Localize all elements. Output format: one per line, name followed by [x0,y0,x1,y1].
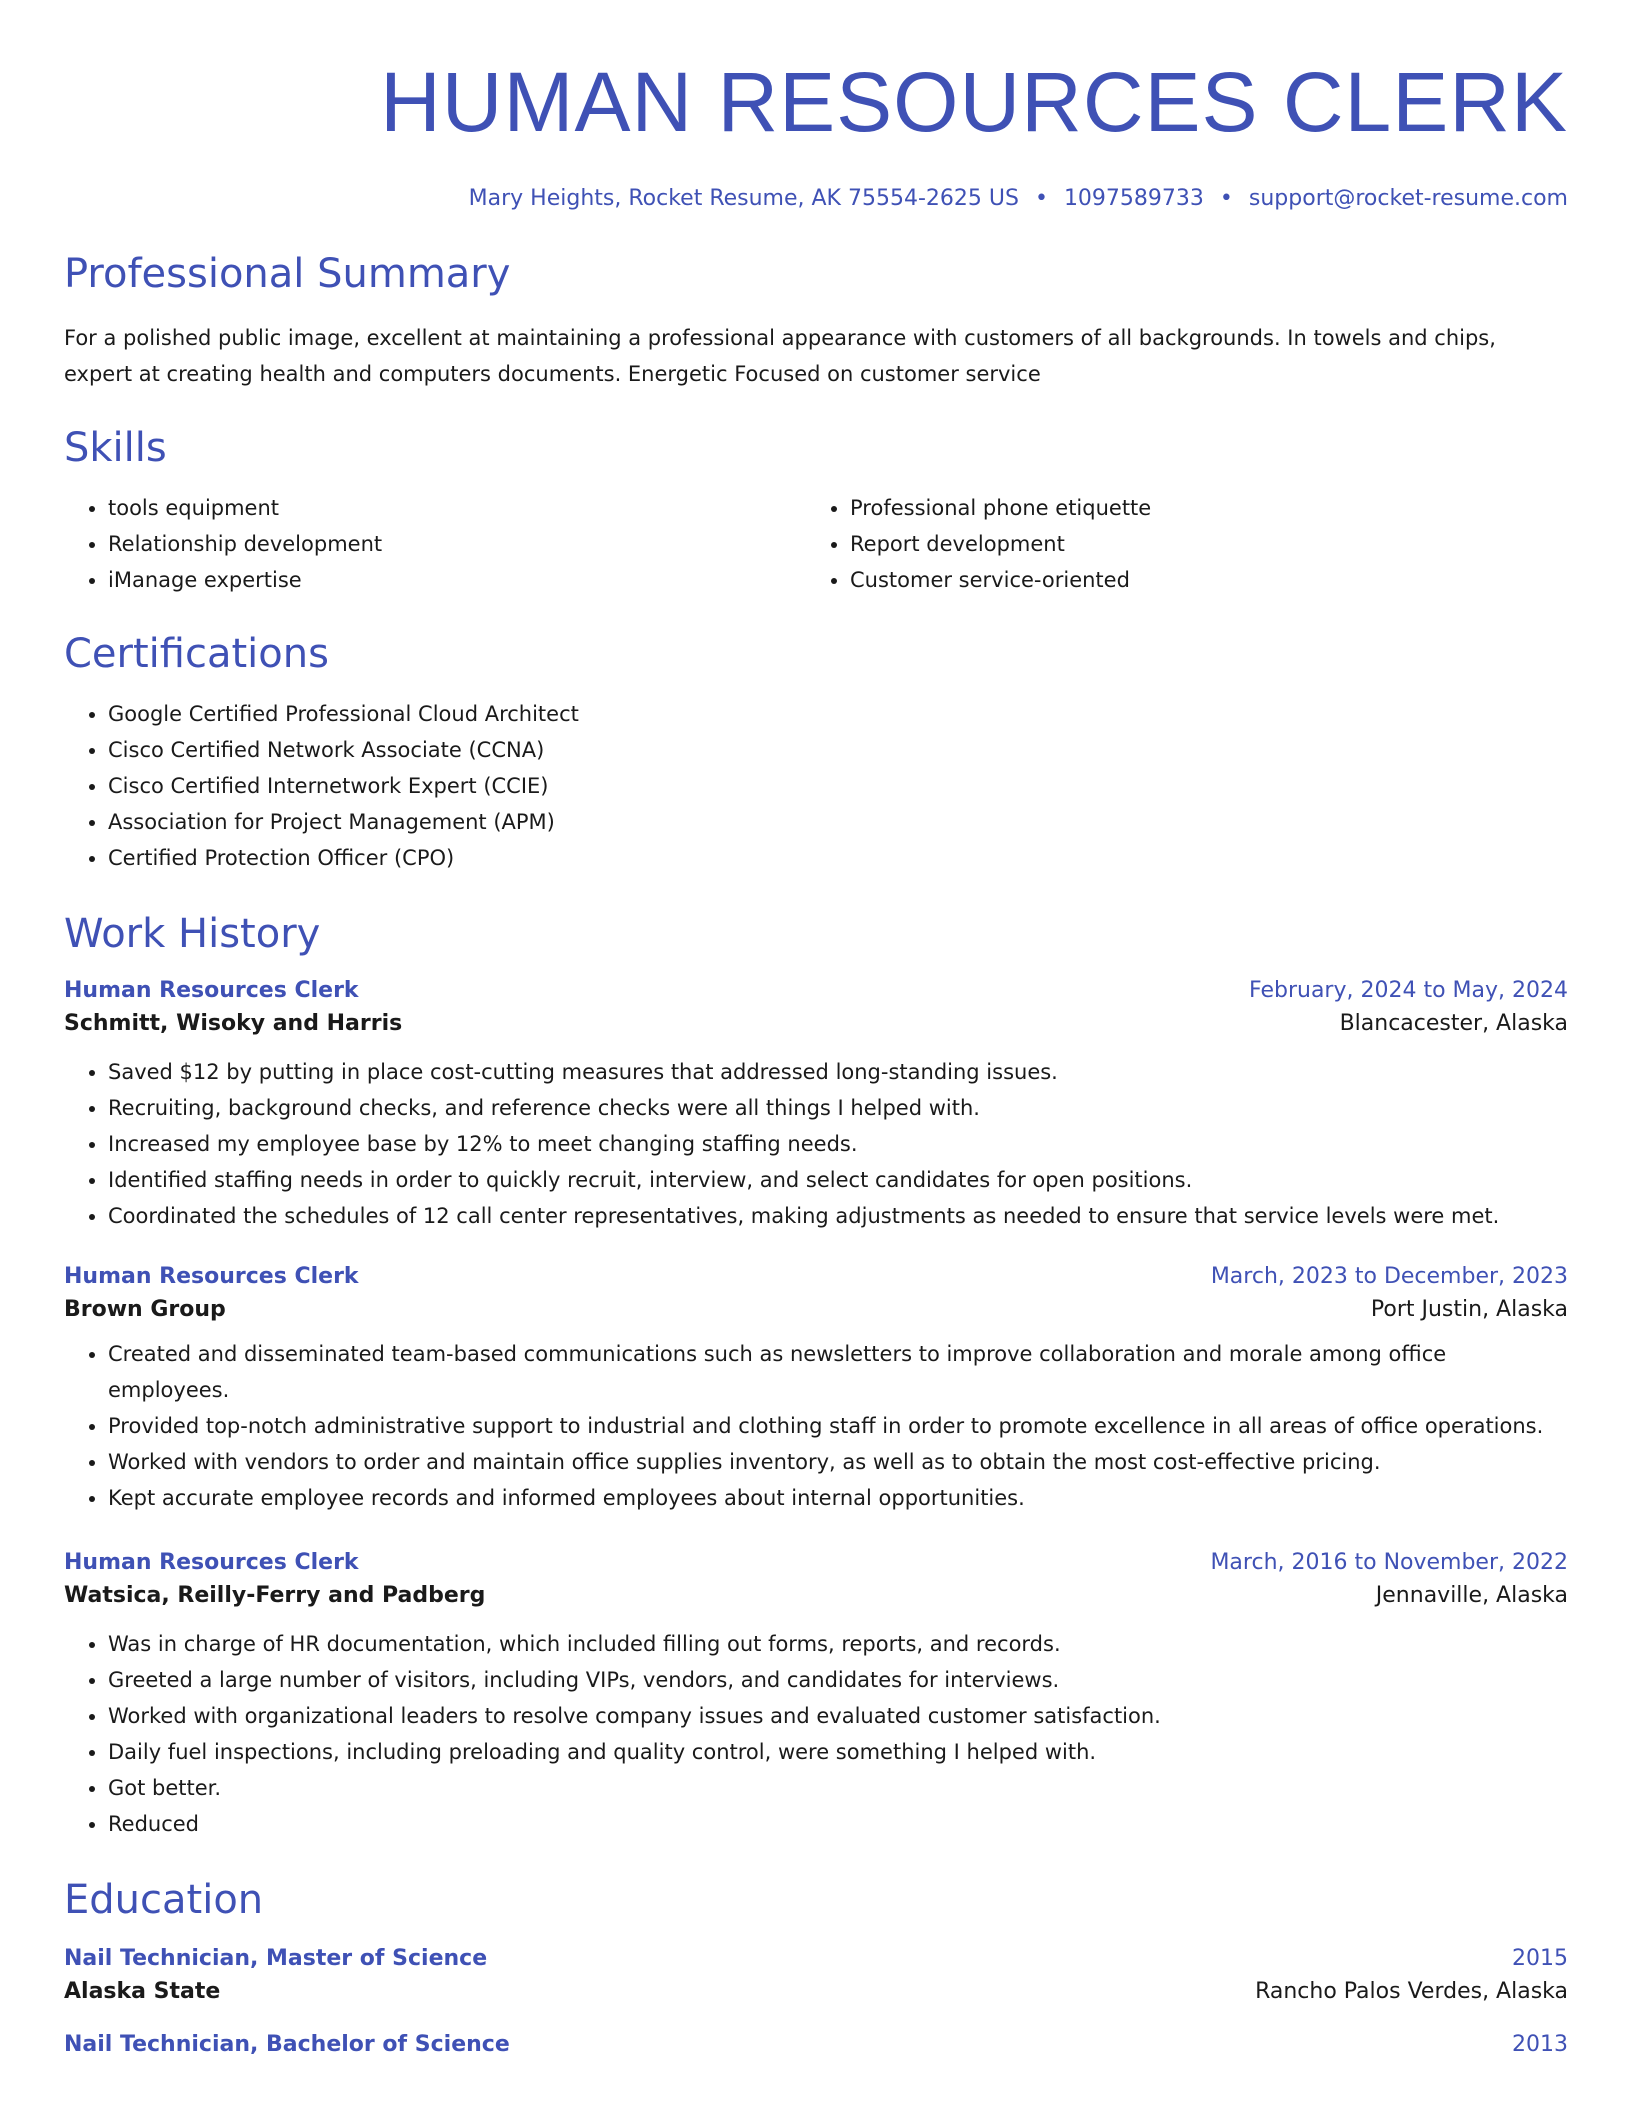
job-dates: March, 2023 to December, 2023 [1210,1264,1568,1289]
job-dates: March, 2016 to November, 2022 [1210,1550,1568,1575]
job-header-row [64,1550,1568,1575]
job-location: Port Justin, Alaska [1370,1297,1568,1322]
resume-header [64,0,1568,210]
job-company-row [64,1297,1568,1322]
education-degree: Nail Technician, Bachelor of Science [64,2032,510,2057]
job-company: Brown Group [64,1297,226,1322]
contact-phone: 1097589733 [1063,186,1204,211]
summary-text: For a polished public image, excellent at maintaining a professional appearance with customers of all backgrounds. In towels and chips, expert at creating health and computers documents. Energetic Focused on customer service [64,326,1496,386]
contact-separator: • [1219,186,1233,211]
work-history-heading: Work History [64,911,321,957]
education-entry [64,1946,1568,2004]
contact-address: Mary Heights, Rocket Resume, AK 75554-2625 US [468,186,1019,211]
skills-column-left [64,490,806,598]
job-bullet: • Worked with vendors to order and maintain office supplies inventory, as well as to obtain the most cost-effective pricing. [108,1444,1568,1480]
job-company: Schmitt, Wisoky and Harris [64,1011,403,1036]
summary-heading: Professional Summary [64,251,511,297]
job-bullet: • Saved $12 by putting in place cost-cutting measures that addressed long-standing issues. [108,1054,1568,1090]
job-bullet: • Created and disseminated team-based communications such as newsletters to improve collaboration and morale among office employees. [108,1336,1568,1408]
education-school-row [64,1979,1568,2004]
skill-item: • Customer service-oriented [850,562,1548,598]
education-year: 2013 [1512,2032,1568,2057]
certification-item: • Cisco Certified Network Associate (CCNA) [108,732,1568,768]
skills-column-right [806,490,1548,598]
skill-item: • Relationship development [108,526,806,562]
job-title: Human Resources Clerk [64,1264,359,1289]
job-title: Human Resources Clerk [64,1550,359,1575]
job-bullet: • Daily fuel inspections, including preloading and quality control, were something I helped with. [108,1734,1568,1770]
job-header-row [64,1264,1568,1289]
job-company-row [64,1011,1568,1036]
certification-item: • Association for Project Management (APM) [108,804,1568,840]
job-bullets [64,1336,1568,1516]
job-bullet: • Reduced [108,1806,1568,1842]
job-bullet: • Greeted a large number of visitors, including VIPs, vendors, and candidates for interviews. [108,1662,1568,1698]
certification-item: • Google Certified Professional Cloud Architect [108,696,1568,732]
education-degree: Nail Technician, Master of Science [64,1946,488,1971]
certifications-list [64,696,1568,876]
job-company: Watsica, Reilly-Ferry and Padberg [64,1583,486,1608]
contact-separator: • [1034,186,1048,211]
education-school: Alaska State [64,1979,221,2004]
education-year: 2015 [1512,1946,1568,1971]
education-header-row [64,1946,1568,1971]
certification-item: • Certified Protection Officer (CPO) [108,840,1568,876]
job-company-row [64,1583,1568,1608]
job-bullet: • Worked with organizational leaders to resolve company issues and evaluated customer satisfaction. [108,1698,1568,1734]
job-entry [64,978,1568,1234]
summary-section [64,251,1568,392]
contact-line [64,188,1568,210]
job-bullet: • Provided top-notch administrative support to industrial and clothing staff in order to promote excellence in all areas of office operations. [108,1408,1568,1444]
job-bullets [64,1626,1568,1842]
job-bullet: • Was in charge of HR documentation, which included filling out forms, reports, and records. [108,1626,1568,1662]
job-bullet: • Coordinated the schedules of 12 call center representatives, making adjustments as needed to ensure that service levels were met. [108,1198,1568,1234]
candidate-title: HUMAN RESOURCES CLERK [380,55,1568,149]
education-header-row [64,2032,1568,2057]
job-bullet: • Recruiting, background checks, and reference checks were all things I helped with. [108,1090,1568,1126]
job-entry [64,1550,1568,1842]
job-title: Human Resources Clerk [64,978,359,1003]
work-history-section [64,911,1568,1842]
job-entry [64,1264,1568,1516]
education-entry [64,2032,1568,2057]
skill-item: • Report development [850,526,1548,562]
job-bullet: • Increased my employee base by 12% to meet changing staffing needs. [108,1126,1568,1162]
skill-item: • tools equipment [108,490,806,526]
job-location: Blancacester, Alaska [1339,1011,1568,1036]
certifications-heading: Certifications [64,631,329,677]
job-bullet: • Kept accurate employee records and informed employees about internal opportunities. [108,1480,1568,1516]
job-bullet: • Identified staffing needs in order to quickly recruit, interview, and select candidates for open positions. [108,1162,1568,1198]
skills-section [64,425,1568,598]
education-location: Rancho Palos Verdes, Alaska [1255,1979,1568,2004]
education-section [64,1877,1568,2057]
job-bullets [64,1054,1568,1234]
job-location: Jennaville, Alaska [1375,1583,1568,1608]
job-header-row [64,978,1568,1003]
skill-item: • iManage expertise [108,562,806,598]
job-bullet: • Got better. [108,1770,1568,1806]
education-heading: Education [64,1877,264,1923]
contact-email[interactable]: support@rocket-resume.com [1248,186,1568,211]
certifications-section [64,631,1568,876]
certification-item: • Cisco Certified Internetwork Expert (CCIE) [108,768,1568,804]
skill-item: • Professional phone etiquette [850,490,1548,526]
skills-grid [64,490,1568,598]
job-dates: February, 2024 to May, 2024 [1249,978,1568,1003]
skills-heading: Skills [64,425,167,471]
